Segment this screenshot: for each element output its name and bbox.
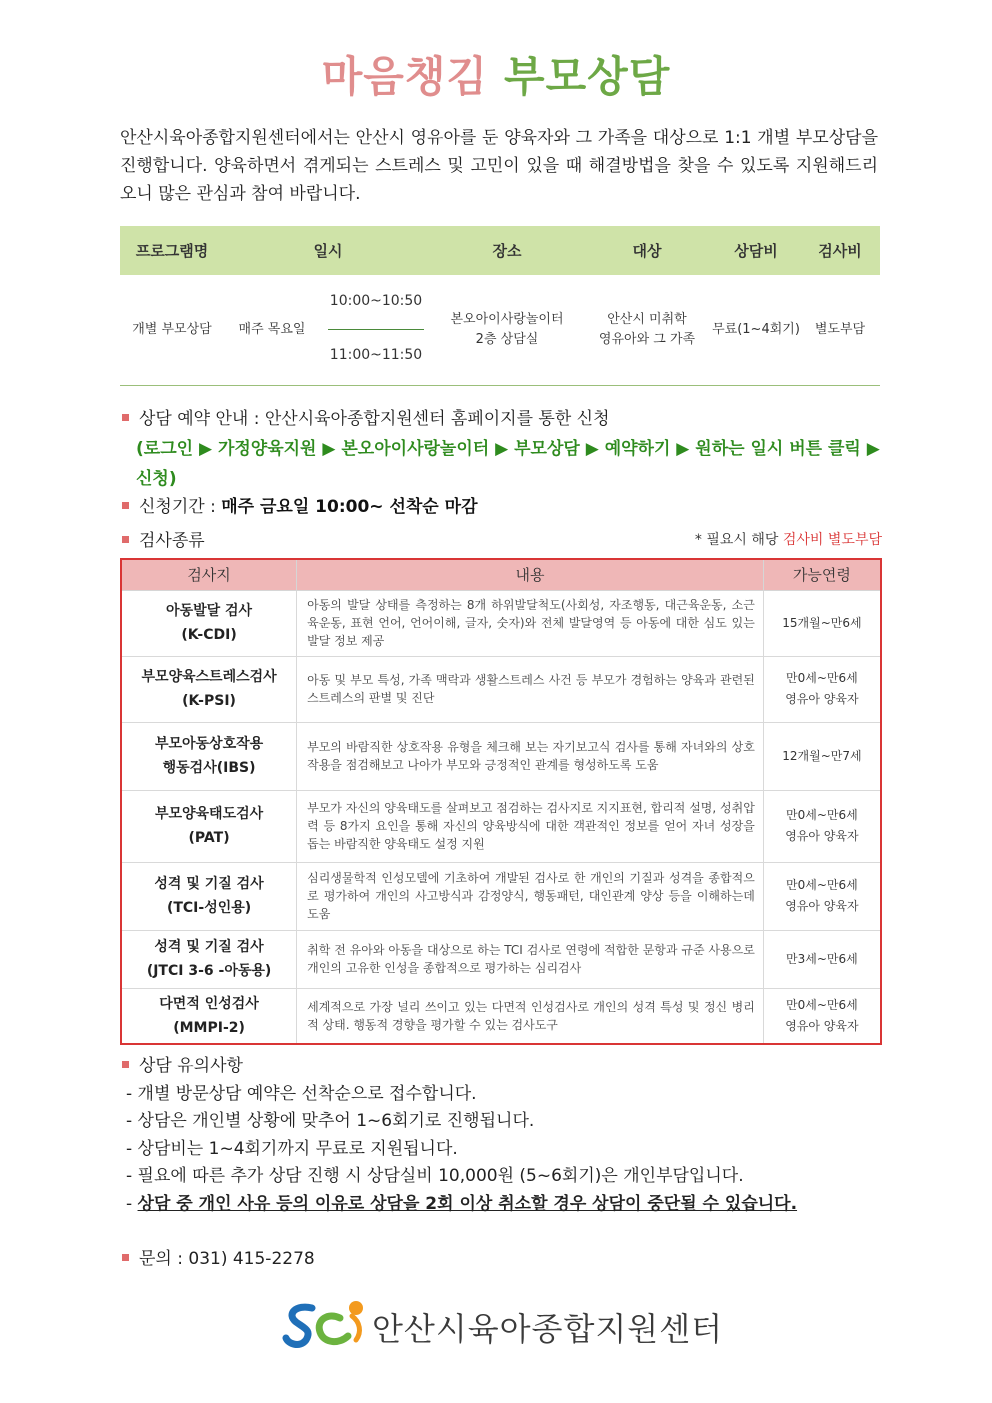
test-age-line-1: 만0세~만6세 (786, 808, 858, 822)
program-header-test-fee: 검사비 (800, 226, 880, 275)
test-name-line-1: 부모양육태도검사 (154, 806, 264, 822)
program-day: 매주 목요일 (224, 275, 320, 386)
contact-text: 문의 : 031) 415-2278 (139, 1249, 315, 1269)
bullet-square-icon (122, 1254, 129, 1261)
program-place-line-1: 본오아이사랑놀이터 (450, 312, 564, 327)
note-item: - 필요에 따른 추가 상담 진행 시 상담실비 10,000원 (5~6회기)은 개인부담입니다. (126, 1166, 744, 1186)
tests-table (120, 558, 882, 1045)
table-row (121, 590, 881, 656)
table-row (121, 722, 881, 790)
program-target-line-1: 안산시 미취학 (607, 312, 687, 327)
program-header-fee: 상담비 (712, 226, 800, 275)
bullet-square-icon (122, 536, 129, 543)
tests-header-age: 가능연령 (763, 559, 881, 590)
note-item: - 상담은 개인별 상황에 맞추어 1~6회기로 진행됩니다. (126, 1111, 535, 1131)
test-desc: 취학 전 유아와 아동을 대상으로 하는 TCI 검사로 연령에 적합한 문항과 규준 사용으로 개인의 고유한 인성을 종합적으로 평가하는 심리검사 (297, 930, 764, 988)
program-header-datetime: 일시 (224, 226, 432, 275)
title-part-2: 부모상담 (504, 52, 671, 101)
test-age (763, 930, 881, 988)
test-name (121, 590, 297, 656)
test-name-line-1: 성격 및 기질 검사 (154, 876, 264, 892)
program-table (120, 226, 880, 386)
test-name (121, 988, 297, 1044)
table-row (121, 862, 881, 930)
test-age-line-2: 영유아 양육자 (785, 829, 859, 843)
bullet-square-icon (122, 414, 129, 421)
test-age-line-1: 만3세~만6세 (786, 951, 858, 966)
test-desc: 세계적으로 가장 널리 쓰이고 있는 다면적 인성검사로 개인의 성격 특성 및 정신 병리적 상태. 행동적 경향을 평가할 수 있는 검사도구 (297, 988, 764, 1044)
test-name-line-2: (PAT) (188, 830, 230, 846)
table-row (121, 790, 881, 862)
test-name (121, 722, 297, 790)
period-label: 신청기간 : (139, 497, 222, 517)
tests-header-desc: 내용 (297, 559, 764, 590)
bullet-square-icon (122, 502, 129, 509)
program-fee: 무료(1~4회기) (712, 275, 800, 386)
logo-mark-icon (282, 1298, 368, 1352)
test-age-line-2: 영유아 양육자 (785, 1018, 859, 1033)
program-target (582, 275, 712, 386)
intro-paragraph: 안산시육아종합지원센터에서는 안산시 영유아를 둔 양육자와 그 가족을 대상으로 1:1 개별 부모상담을 진행합니다. 양육하면서 겪게되는 스트레스 및 고민이 있을 때 해결방법을 찾을 수 있도록 지원해드리오니 많은 관심과 참여 바랍니다. (120, 128, 878, 204)
test-age-line-2: 영유아 양육자 (785, 692, 859, 706)
tests-header-row (121, 559, 881, 590)
test-name-line-2: (K-PSI) (182, 693, 236, 709)
test-name (121, 862, 297, 930)
test-age (763, 656, 881, 722)
contact-info (122, 1244, 315, 1269)
note-strong-text: 상담 중 개인 사유 등의 이유로 상담을 2회 이상 취소할 경우 상담이 중단될 수 있습니다. (137, 1193, 798, 1214)
program-target-line-2: 영유아와 그 가족 (598, 332, 696, 347)
program-header-place: 장소 (432, 226, 582, 275)
tests-section-header (122, 526, 882, 551)
test-age-line-2: 영유아 양육자 (785, 899, 859, 913)
test-age (763, 790, 881, 862)
test-age-line-1: 15개월~만6세 (782, 615, 862, 630)
test-name-line-2: (MMPI-2) (173, 1019, 245, 1036)
bullet-square-icon (122, 1061, 129, 1068)
program-test-fee: 별도부담 (800, 275, 880, 386)
test-age (763, 722, 881, 790)
program-name: 개별 부모상담 (120, 275, 224, 386)
test-age (763, 862, 881, 930)
test-age-line-1: 만0세~만6세 (786, 997, 858, 1012)
tests-section-label: 검사종류 (139, 531, 205, 551)
tests-note-red: 검사비 별도부담 (782, 532, 882, 548)
program-times (320, 275, 432, 386)
program-time-1: 10:00~10:50 (329, 293, 423, 309)
reservation-section (122, 404, 882, 494)
test-name-line-2: (TCI-성인용) (166, 900, 252, 916)
test-name-line-2: (K-CDI) (181, 627, 237, 643)
note-item: - 개별 방문상담 예약은 선착순으로 접수합니다. (126, 1083, 477, 1104)
notes-label: 상담 유의사항 (139, 1056, 243, 1076)
test-name-line-1: 아동발달 검사 (166, 603, 253, 619)
note-item: - 상담비는 1~4회기까지 무료로 지원됩니다. (126, 1138, 458, 1159)
note-item-strong (122, 1191, 882, 1219)
table-row (121, 656, 881, 722)
test-age-line-1: 만0세~만6세 (786, 671, 858, 685)
program-place (432, 275, 582, 386)
test-desc: 부모의 바람직한 상호작용 유형을 체크해 보는 자기보고식 검사를 통해 자녀와의 상호작용을 점검해보고 나아가 부모와 긍정적인 관계를 형성하도록 도움 (297, 722, 764, 790)
table-row (121, 930, 881, 988)
test-age (763, 988, 881, 1044)
program-header-row (120, 226, 880, 275)
test-name-line-1: 부모아동상호작용 (154, 736, 264, 752)
test-desc: 심리생물학적 인성모델에 기초하여 개발된 검사로 한 개인의 기질과 성격을 종합적으로 평가하여 개인의 사고방식과 감정양식, 행동패턴, 대인관계 양상 등을 이해하는데 도움 (297, 862, 764, 930)
program-header-target: 대상 (582, 226, 712, 275)
time-divider (328, 329, 424, 330)
test-name (121, 656, 297, 722)
test-desc: 부모가 자신의 양육태도를 살펴보고 점검하는 검사지로 지지표현, 합리적 설명, 성취압력 등 8가지 요인을 통해 자신의 양육방식에 대한 객관적인 정보를 얻어 자녀 성장을 돕는 바람직한 양육태도 설정 지원 (297, 790, 764, 862)
table-row (121, 988, 881, 1044)
program-time-2: 11:00~11:50 (329, 347, 423, 363)
program-place-line-2: 2층 상담실 (475, 332, 539, 347)
test-name-line-1: 성격 및 기질 검사 (154, 939, 264, 955)
reservation-label: 상담 예약 안내 : 안산시육아종합지원센터 홈페이지를 통한 신청 (139, 409, 610, 429)
tests-note-prefix: * 필요시 해당 (694, 532, 783, 548)
page-title (0, 44, 992, 104)
test-name-line-1: 부모양육스트레스검사 (141, 669, 277, 685)
application-period (122, 492, 478, 517)
program-row (120, 275, 880, 386)
period-value: 매주 금요일 10:00~ 선착순 마감 (221, 497, 478, 517)
tests-fee-note (695, 529, 882, 549)
test-name-line-2: 행동검사(IBS) (162, 760, 256, 776)
test-name (121, 790, 297, 862)
consultation-notes (122, 1053, 882, 1218)
note-dash: - (126, 1193, 138, 1214)
test-desc: 아동의 발달 상태를 측정하는 8개 하위발달척도(사회성, 자조행동, 대근육운동, 소근육운동, 표현 언어, 언어이해, 글자, 숫자)와 전체 발달영역 등 아동에 대한 심도 있는 발달 정보 제공 (297, 590, 764, 656)
logo-name: 안산시육아종합지원센터 (372, 1310, 724, 1348)
program-header-name: 프로그램명 (120, 226, 224, 275)
test-desc: 아동 및 부모 특성, 가족 맥락과 생활스트레스 사건 등 부모가 경험하는 양육과 관련된 스트레스의 판별 및 진단 (297, 656, 764, 722)
title-part-1: 마음챙김 (321, 52, 488, 101)
test-name-line-1: 다면적 인성검사 (159, 995, 259, 1012)
test-name-line-2: (JTCI 3-6 -아동용) (146, 963, 272, 979)
tests-header-name: 검사지 (121, 559, 297, 590)
test-age (763, 590, 881, 656)
test-age-line-1: 만0세~만6세 (786, 878, 858, 892)
reservation-steps: (로그인 ▶ 가정양육지원 ▶ 본오아이사랑놀이터 ▶ 부모상담 ▶ 예약하기 ▶ 원하는 일시 버튼 클릭 ▶ 신청) (136, 439, 880, 489)
test-name (121, 930, 297, 988)
test-age-line-1: 12개월~만7세 (782, 748, 862, 763)
